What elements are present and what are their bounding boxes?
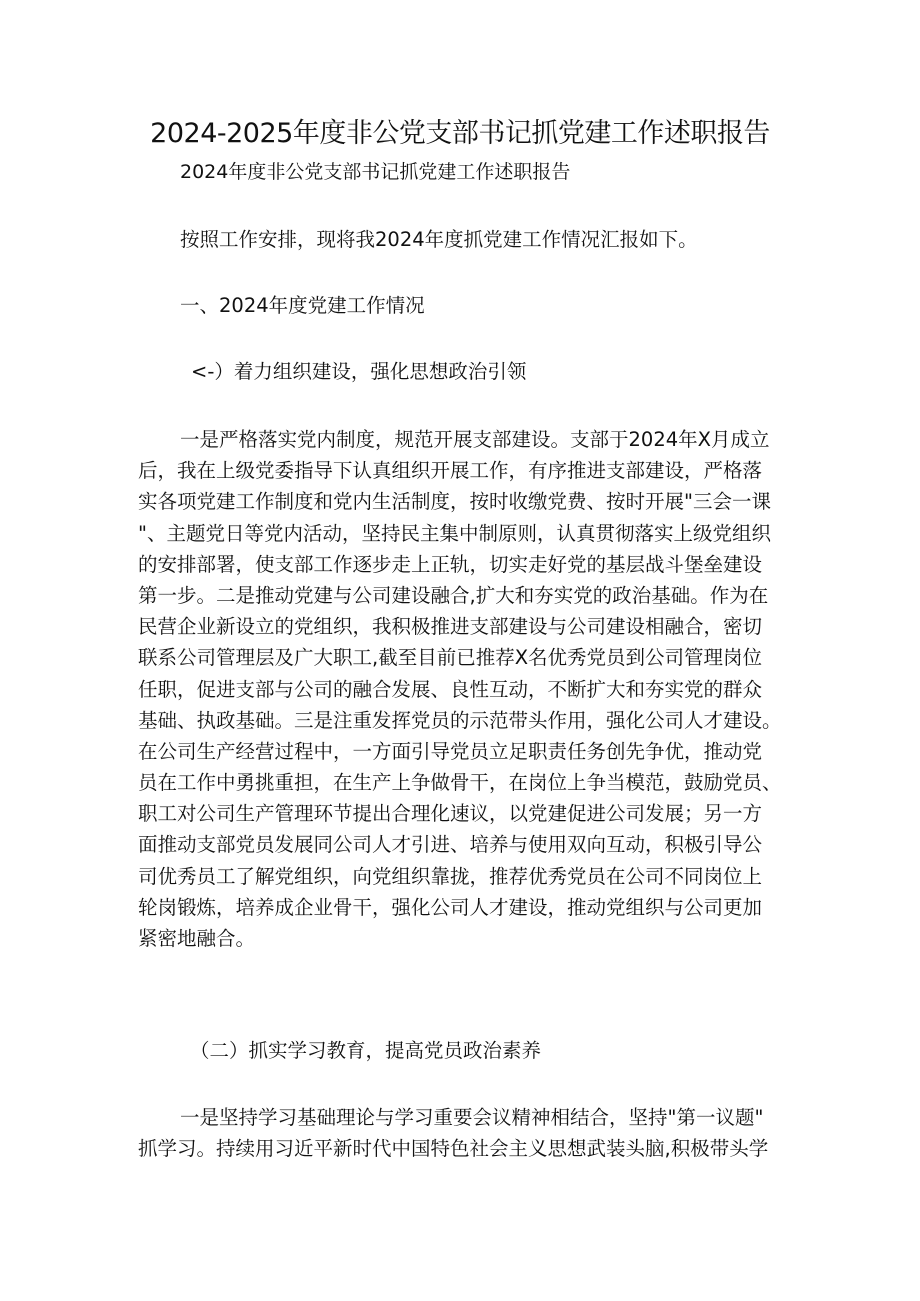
paragraph-line: 后，我在上级党委指导下认真组织开展工作，有序推进支部建设，严格落 — [138, 459, 763, 483]
paragraph-line: 实各项党建工作制度和党内生活制度，按时收缴党费、按时开展"三会一课 — [138, 490, 771, 514]
paragraph-line: "、主题党日等党内活动，坚持民主集中制原则，认真贯彻落实上级党组织 — [138, 521, 771, 545]
paragraph-line: 一是严格落实党内制度，规范开展支部建设。支部于2024年X月成立 — [180, 428, 770, 451]
document-title: 2024-2025年度非公党支部书记抓党建工作述职报告 — [150, 118, 770, 149]
intro-paragraph: 按照工作安排，现将我2024年度抓党建工作情况汇报如下。 — [180, 228, 698, 251]
paragraph-line: 司优秀员工了解党组织，向党组织靠拢，推荐优秀党员在公司不同岗位上 — [138, 864, 763, 888]
paragraph-line: 面推动支部党员发展同公司人才引进、培养与使用双向互动，积极引导公 — [138, 833, 763, 857]
paragraph-line: 员在工作中勇挑重担，在生产上争做骨干，在岗位上争当模范，鼓励党员、 — [138, 771, 782, 795]
paragraph-line: 抓学习。持续用习近平新时代中国特色社会主义思想武装头脑,积极带头学 — [138, 1137, 769, 1161]
paragraph-line: 基础、执政基础。三是注重发挥党员的示范带头作用，强化公司人才建设。 — [138, 708, 782, 732]
section-heading-1: 一、2024年度党建工作情况 — [180, 294, 425, 317]
paragraph-line: 一是坚持学习基础理论与学习重要会议精神相结合，坚持"第一议题" — [180, 1106, 764, 1129]
subsection-heading-2: （二）抓实学习教育，提高党员政治素养 — [190, 1039, 542, 1062]
paragraph-line: 在公司生产经营过程中，一方面引导党员立足职责任务创先争优，推动党 — [138, 739, 763, 763]
paragraph-line: 轮岗锻炼，培养成企业骨干，强化公司人才建设，推动党组织与公司更加 — [138, 895, 763, 919]
paragraph-line: 紧密地融合。 — [138, 927, 256, 950]
body-paragraph-1 — [138, 424, 788, 954]
document-subtitle: 2024年度非公党支部书记抓党建工作述职报告 — [180, 161, 571, 183]
paragraph-line: 第一步。二是推动党建与公司建设融合,扩大和夯实党的政治基础。作为在 — [138, 583, 769, 607]
paragraph-line: 的安排部署，使支部工作逐步走上正轨，切实走好党的基层战斗堡垒建设 — [138, 552, 763, 576]
paragraph-line: 职工对公司生产管理环节提出合理化速议，以党建促进公司发展；另一方 — [138, 802, 763, 826]
paragraph-line: 民营企业新设立的党组织，我积极推进支部建设与公司建设相融合，密切 — [138, 615, 763, 639]
subsection-heading-1: <-）着力组织建设，强化思想政治引领 — [191, 360, 527, 383]
paragraph-line: 任职，促进支部与公司的融合发展、良性互动，不断扩大和夯实党的群众 — [138, 677, 763, 701]
body-paragraph-2 — [138, 1102, 788, 1164]
paragraph-line: 联系公司管理层及广大职工,截至目前已推荐X名优秀党员到公司管理岗位 — [138, 646, 763, 670]
